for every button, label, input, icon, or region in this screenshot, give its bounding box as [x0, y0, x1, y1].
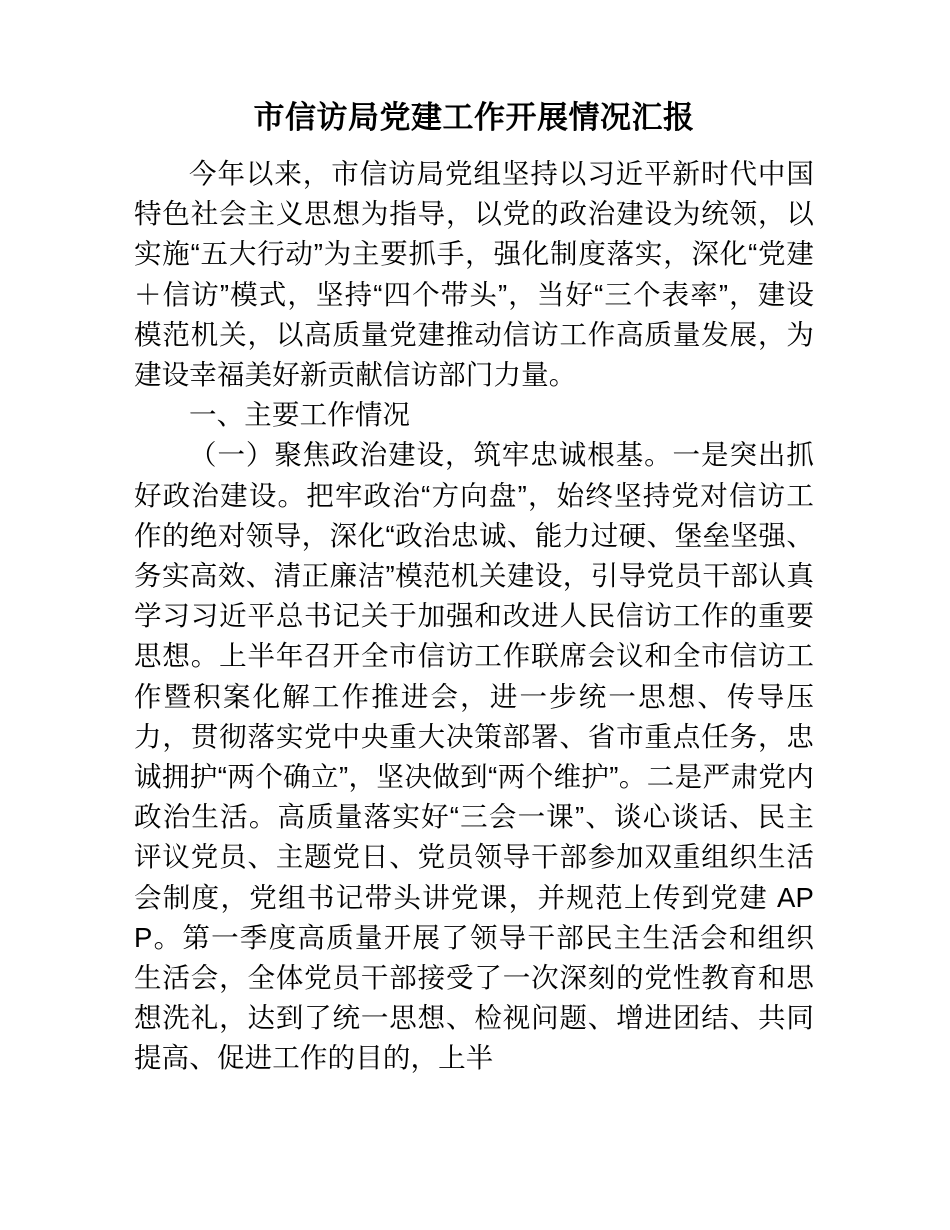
paragraph-subsection-one: （一）聚焦政治建设，筑牢忠诚根基。一是突出抓好政治建设。把牢政治“方向盘”，始终坚持党对信访工作的绝对领导，深化“政治忠诚、能力过硬、堡垒坚强、务实高效、清正廉洁”模范机关建设，引导党员干部认真学习习近平总书记关于加强和改进人民信访工作的重要思想。上半年召开全市信访工作联席会议和全市信访工作暨积案化解工作推进会，进一步统一思想、传导压力，贯彻落实党中央重大决策部署、省市重点任务，忠诚拥护“两个确立”，坚决做到“两个维护”。二是严肃党内政治生活。高质量落实好“三会一课”、谈心谈话、民主评议党员、主题党日、党员领导干部参加双重组织生活会制度，党组书记带头讲党课，并规范上传到党建 APP。第一季度高质量开展了领导干部民主生活会和组织生活会，全体党员干部接受了一次深刻的党性教育和思想洗礼，达到了统一思想、检视问题、增进团结、共同提高、促进工作的目的，上半 — [134, 439, 814, 1074]
page-title: 市信访局党建工作开展情况汇报 — [253, 100, 695, 135]
document-content — [134, 96, 814, 1079]
section-heading-one: 一、主要工作情况 — [189, 399, 411, 431]
paragraph-intro: 今年以来，市信访局党组坚持以习近平新时代中国特色社会主义思想为指导，以党的政治建设为统领，以实施“五大行动”为主要抓手，强化制度落实，深化“党建＋信访”模式，坚持“四个带头”，当好“三个表率”，建设模范机关，以高质量党建推动信访工作高质量发展，为建设幸福美好新贡献信访部门力量。 — [134, 158, 814, 391]
